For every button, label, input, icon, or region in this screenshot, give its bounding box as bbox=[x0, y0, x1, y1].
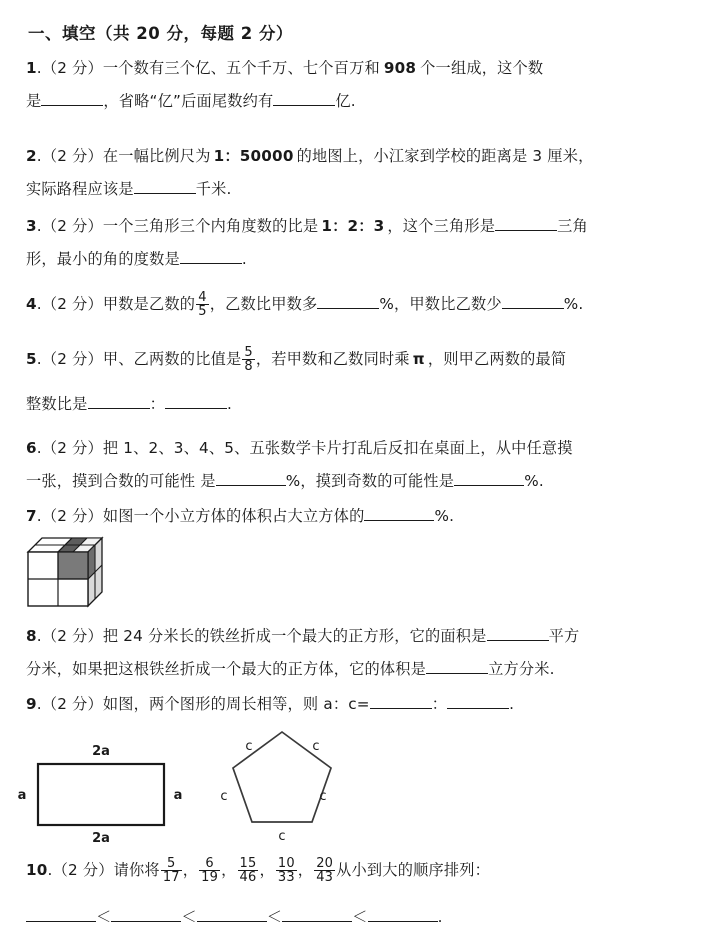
fraction-numerator: 10 bbox=[277, 855, 295, 871]
question-7-marks: （2 分） bbox=[41, 507, 103, 525]
pentagon-label-left: c bbox=[220, 789, 228, 804]
pentagon-label-right: c bbox=[319, 789, 327, 804]
fraction-numerator: 5 bbox=[244, 344, 253, 360]
question-9-text-b: . bbox=[509, 695, 515, 713]
question-10-text-b: 从小到大的顺序排列： bbox=[336, 861, 491, 879]
question-7-line-1 bbox=[26, 500, 691, 533]
question-2-text-a: 在一幅比例尺为 bbox=[102, 147, 211, 165]
question-8 bbox=[26, 620, 691, 686]
answer-blank[interactable] bbox=[273, 90, 335, 106]
question-3-marks: （2 分） bbox=[41, 217, 103, 235]
question-4-line-1 bbox=[26, 288, 691, 321]
section-heading: 一、填空（共 20 分，每题 2 分） bbox=[28, 24, 293, 43]
question-3-text-e: . bbox=[241, 250, 247, 268]
question-8-number: 8 bbox=[26, 627, 37, 645]
answer-blank[interactable] bbox=[197, 906, 267, 922]
question-5-text-d: 整数比是 bbox=[26, 395, 88, 413]
question-9-line-1 bbox=[26, 688, 691, 721]
question-3-ratio: 1：2：3 bbox=[321, 217, 385, 235]
question-5 bbox=[26, 343, 691, 421]
fraction-4-5 bbox=[196, 291, 208, 319]
answer-blank[interactable] bbox=[370, 693, 432, 709]
question-2 bbox=[26, 140, 691, 206]
fraction-numerator: 6 bbox=[205, 855, 214, 871]
question-5-colon: ： bbox=[149, 395, 165, 413]
answer-blank[interactable] bbox=[216, 470, 286, 486]
answer-blank[interactable] bbox=[495, 215, 557, 231]
question-8-line-2 bbox=[26, 653, 691, 686]
answer-blank[interactable] bbox=[317, 293, 379, 309]
question-6-line-1 bbox=[26, 432, 691, 465]
question-10-marks: （2 分） bbox=[52, 861, 114, 879]
answer-blank[interactable] bbox=[426, 658, 488, 674]
question-9-colon: ： bbox=[431, 695, 448, 713]
question-9-number: 9 bbox=[26, 695, 37, 713]
question-2-ratio: 1：50000 bbox=[213, 147, 294, 165]
question-2-line-1 bbox=[26, 140, 691, 173]
question-7-text-a: 如图一个小立方体的体积占大立方体的 bbox=[102, 507, 365, 525]
rectangle-label-top: 2a bbox=[92, 744, 110, 759]
answer-blank[interactable] bbox=[41, 90, 103, 106]
fraction-denominator: 19 bbox=[201, 870, 219, 886]
fraction-numerator: 5 bbox=[167, 855, 176, 871]
question-3 bbox=[26, 210, 691, 276]
question-4 bbox=[26, 288, 691, 321]
comparator: ＜ bbox=[181, 908, 197, 926]
fraction-5-17 bbox=[161, 857, 182, 885]
question-4-dot: . bbox=[36, 295, 42, 313]
separator: ， bbox=[221, 861, 237, 879]
question-6-text-c: %，摸到奇数的可能性是 bbox=[285, 472, 455, 490]
answer-blank[interactable] bbox=[447, 693, 509, 709]
rectangle-label-right: a bbox=[173, 788, 183, 803]
question-5-line-2 bbox=[26, 388, 691, 421]
question-8-line-1 bbox=[26, 620, 691, 653]
geometry-figures bbox=[0, 726, 400, 844]
question-10-dot: . bbox=[47, 861, 53, 879]
question-4-text-a: 甲数是乙数的 bbox=[102, 295, 196, 313]
question-7-dot: . bbox=[36, 507, 42, 525]
question-6-marks: （2 分） bbox=[41, 439, 103, 457]
question-5-text-e: . bbox=[226, 395, 232, 413]
question-3-line-1 bbox=[26, 210, 691, 243]
question-6-text-d: %. bbox=[524, 472, 544, 490]
question-10-end: . bbox=[437, 908, 443, 926]
rectangle-figure bbox=[18, 744, 183, 844]
separator: ， bbox=[182, 861, 199, 879]
fraction-numerator: 20 bbox=[316, 855, 334, 871]
question-4-text-b: ，乙数比甲数多 bbox=[209, 295, 318, 313]
question-1 bbox=[26, 52, 691, 118]
pentagon-figure bbox=[220, 732, 331, 844]
fraction-5-8 bbox=[242, 346, 254, 374]
fraction-denominator: 8 bbox=[244, 359, 253, 375]
question-8-text-a: 把 24 分米长的铁丝折成一个最大的正方形，它的面积是 bbox=[102, 627, 487, 645]
cube-figure bbox=[26, 536, 112, 610]
question-5-line-1 bbox=[26, 343, 691, 376]
question-3-line-2 bbox=[26, 243, 691, 276]
answer-blank[interactable] bbox=[88, 393, 150, 409]
question-1-marks: （2 分） bbox=[41, 59, 103, 77]
question-7 bbox=[26, 500, 691, 533]
question-5-text-b: ，若甲数和乙数同时乘 bbox=[255, 350, 410, 368]
question-5-number: 5 bbox=[26, 350, 37, 368]
question-1-text-c: 是 bbox=[26, 92, 42, 110]
question-2-text-c: 实际路程应该是 bbox=[26, 180, 134, 198]
fraction-denominator: 5 bbox=[198, 304, 207, 320]
question-10-line-1 bbox=[26, 854, 691, 887]
question-3-dot: . bbox=[36, 217, 42, 235]
fraction-numerator: 15 bbox=[239, 855, 257, 871]
question-1-number: 1 bbox=[26, 59, 37, 77]
question-3-number: 3 bbox=[26, 217, 37, 235]
fraction-denominator: 46 bbox=[239, 870, 257, 886]
comparator: ＜ bbox=[352, 908, 368, 926]
question-4-text-d: %. bbox=[563, 295, 584, 313]
answer-blank[interactable] bbox=[111, 906, 181, 922]
question-6-line-2 bbox=[26, 465, 691, 498]
pentagon-label-top-left: c bbox=[245, 739, 253, 754]
question-3-text-b: ，这个三角形是 bbox=[387, 217, 496, 235]
question-1-text-d: ，省略“亿”后面尾数约有 bbox=[103, 92, 274, 110]
answer-blank[interactable] bbox=[26, 906, 96, 922]
question-1-text-e: 亿. bbox=[335, 92, 356, 110]
fraction-20-43 bbox=[314, 857, 335, 885]
question-4-number: 4 bbox=[26, 295, 37, 313]
question-5-text-a: 甲、乙两数的比值是 bbox=[102, 350, 242, 368]
question-5-marks: （2 分） bbox=[41, 350, 103, 368]
answer-blank[interactable] bbox=[364, 505, 434, 521]
answer-blank[interactable] bbox=[165, 393, 227, 409]
question-1-line-2 bbox=[26, 85, 691, 118]
question-2-text-b: 的地图上，小江家到学校的距离是 3 厘米， bbox=[296, 147, 594, 165]
fraction-denominator: 43 bbox=[316, 870, 334, 886]
question-1-line-1 bbox=[26, 52, 691, 85]
question-10 bbox=[26, 854, 691, 934]
answer-blank[interactable] bbox=[487, 625, 549, 641]
question-10-number: 10 bbox=[26, 861, 48, 879]
question-7-number: 7 bbox=[26, 507, 37, 525]
fraction-numerator: 4 bbox=[198, 289, 207, 305]
question-9-text-a: 如图，两个图形的周长相等，则 a：c= bbox=[102, 695, 370, 713]
pi-symbol: π bbox=[412, 350, 425, 368]
question-8-text-b: 平方 bbox=[548, 627, 580, 645]
answer-blank[interactable] bbox=[368, 906, 438, 922]
question-5-dot: . bbox=[36, 350, 42, 368]
fraction-10-33 bbox=[276, 857, 297, 885]
question-8-text-c: 分米，如果把这根铁丝折成一个最大的正方体，它的体积是 bbox=[26, 660, 427, 678]
question-9-marks: （2 分） bbox=[41, 695, 103, 713]
question-8-dot: . bbox=[36, 627, 42, 645]
question-10-line-2 bbox=[26, 901, 691, 934]
question-3-text-a: 一个三角形三个内角度数的比是 bbox=[102, 217, 319, 235]
separator: ， bbox=[297, 861, 314, 879]
fraction-denominator: 17 bbox=[162, 870, 180, 886]
question-4-marks: （2 分） bbox=[41, 295, 103, 313]
question-10-text-a: 请你将 bbox=[113, 861, 160, 879]
fraction-denominator: 33 bbox=[277, 870, 295, 886]
separator: ， bbox=[259, 861, 275, 879]
rectangle-label-bottom: 2a bbox=[92, 831, 110, 844]
question-2-number: 2 bbox=[26, 147, 37, 165]
comparator: ＜ bbox=[266, 908, 283, 926]
rectangle-label-left: a bbox=[17, 788, 27, 803]
question-2-text-d: 千米. bbox=[195, 180, 232, 198]
pentagon-label-bottom: c bbox=[278, 829, 286, 844]
question-7-text-b: %. bbox=[434, 507, 455, 525]
question-2-line-2 bbox=[26, 173, 691, 206]
answer-blank[interactable] bbox=[282, 906, 352, 922]
fraction-6-19 bbox=[199, 857, 220, 885]
answer-blank[interactable] bbox=[180, 248, 242, 264]
question-3-text-d: 形，最小的角的度数是 bbox=[26, 250, 180, 268]
question-3-text-c: 三角 bbox=[557, 217, 588, 235]
question-1-text-b: 个一组成，这个数 bbox=[420, 59, 544, 77]
question-2-marks: （2 分） bbox=[41, 147, 103, 165]
question-5-text-c: ，则甲乙两数的最简 bbox=[427, 350, 567, 368]
question-9 bbox=[26, 688, 691, 721]
fraction-15-46 bbox=[238, 857, 259, 885]
question-9-dot: . bbox=[36, 695, 42, 713]
question-6-number: 6 bbox=[26, 439, 37, 457]
question-6-text-b: 一张，摸到合数的可能性 是 bbox=[26, 472, 216, 490]
question-6 bbox=[26, 432, 691, 498]
question-6-text-a: 把 1、2、3、4、5、五张数学卡片打乱后反扣在桌面上，从中任意摸 bbox=[102, 439, 573, 457]
question-1-text-a: 一个数有三个亿、五个千万、七个百万和 bbox=[102, 59, 380, 77]
question-8-marks: （2 分） bbox=[41, 627, 103, 645]
comparator: ＜ bbox=[96, 908, 112, 926]
question-2-dot: . bbox=[36, 147, 42, 165]
question-8-text-d: 立方分米. bbox=[488, 660, 555, 678]
question-1-dot: . bbox=[36, 59, 42, 77]
pentagon-label-top-right: c bbox=[312, 739, 320, 754]
question-1-value: 908 bbox=[383, 59, 417, 77]
question-6-dot: . bbox=[36, 439, 42, 457]
answer-blank[interactable] bbox=[134, 178, 196, 194]
answer-blank[interactable] bbox=[454, 470, 524, 486]
answer-blank[interactable] bbox=[502, 293, 564, 309]
question-4-text-c: %，甲数比乙数少 bbox=[379, 295, 502, 313]
